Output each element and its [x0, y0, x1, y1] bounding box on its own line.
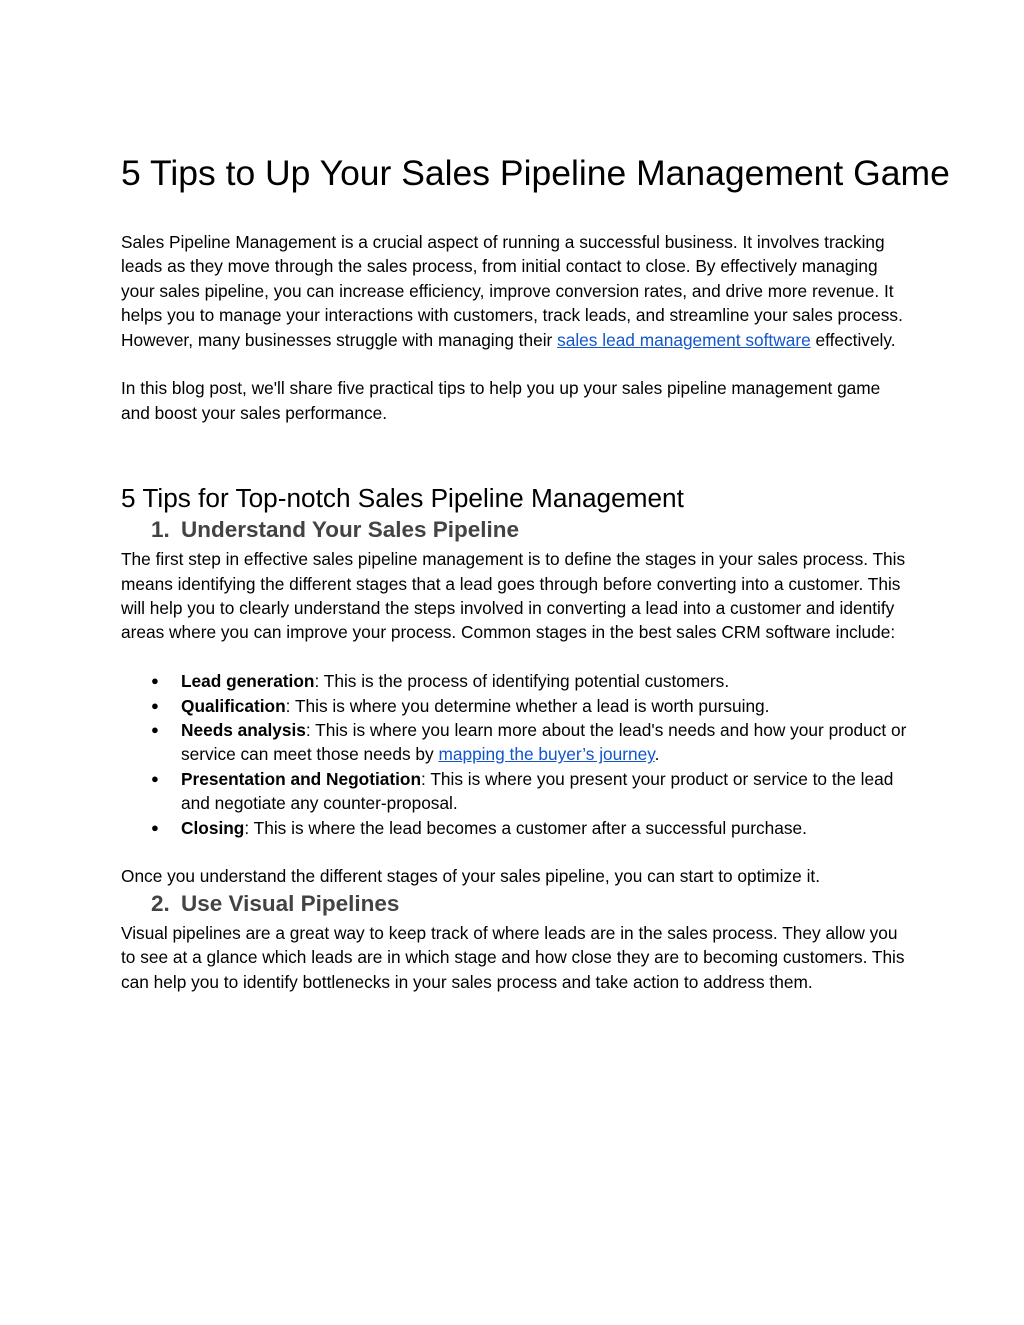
sales-lead-management-software-link[interactable]: sales lead management software: [557, 329, 811, 350]
tip-2-heading: [121, 889, 911, 919]
list-item: [121, 816, 911, 840]
list-item: [121, 767, 911, 816]
list-item: [121, 694, 911, 718]
stage-desc: : This is where the lead becomes a customer after a successful purchase.: [244, 817, 807, 838]
bullet-icon: ●: [151, 697, 159, 713]
stage-term: Closing: [181, 817, 245, 838]
tip-1-heading: [121, 515, 911, 545]
stage-term: Needs analysis: [181, 720, 306, 741]
list-item: [121, 718, 911, 767]
list-item: [121, 669, 911, 693]
stage-term: Presentation and Negotiation: [181, 768, 422, 789]
stage-term: Qualification: [181, 695, 286, 716]
stage-desc: : This is where you present your product or service to the lead and negotiate any counter-proposal.: [181, 768, 894, 814]
blog-intro-paragraph: In this blog post, we'll share five practical tips to help you up your sales pipeline management game and boost your sales performance.: [121, 378, 881, 423]
bullet-icon: ●: [151, 722, 159, 738]
tip-1-body: The first step in effective sales pipeline management is to define the stages in your sales process. This means identifying the different stages that a lead goes through before converting into a customer. This will help you to clearly understand the steps involved in converting a lead into a customer and identify areas where you can improve your process. Common stages in the best sales CRM software include:: [121, 549, 906, 643]
stage-term: Lead generation: [181, 671, 315, 692]
tip-2-number: 2.: [151, 890, 170, 916]
tip-1-closing: Once you understand the different stages of your sales pipeline, you can start to optimize it.: [121, 866, 821, 887]
intro-paragraph: [121, 230, 911, 352]
tip-2-title: Use Visual Pipelines: [181, 890, 400, 916]
stages-list: [121, 669, 911, 840]
bullet-icon: ●: [151, 819, 159, 835]
stage-desc-end: .: [654, 744, 660, 765]
buyers-journey-link[interactable]: mapping the buyer’s journey: [438, 744, 655, 765]
intro-text: Sales Pipeline Management is a crucial aspect of running a successful business. It involves tracking leads as they move through the sales process, from initial contact to close. By effectively managing your sales pipeline, you can increase efficiency, improve conversion rates, and drive more revenue. It helps you to manage your interactions with customers, track leads, and streamline your sales process. However, many businesses struggle with managing their: [121, 232, 903, 350]
tip-2-body: Visual pipelines are a great way to keep track of where leads are in the sales process. They allow you to see at a glance which leads are in which stage and how close they are to becoming customers. This can help you to identify bottlenecks in your sales process and take action to address them.: [121, 922, 905, 992]
bullet-icon: ●: [151, 673, 159, 689]
page-title: 5 Tips to Up Your Sales Pipeline Management Game: [121, 153, 950, 193]
stage-desc: : This is the process of identifying potential customers.: [314, 671, 730, 692]
intro-text-end: effectively.: [810, 329, 896, 350]
tip-1-title: Understand Your Sales Pipeline: [181, 517, 520, 543]
stage-desc: : This is where you determine whether a lead is worth pursuing.: [285, 695, 770, 716]
stage-desc: : This is where you learn more about the lead's needs and how your product or service can meet those needs by: [181, 720, 907, 765]
tip-1-number: 1.: [151, 517, 170, 543]
document-page: [121, 150, 950, 994]
bullet-icon: ●: [151, 770, 159, 786]
section-heading: 5 Tips for Top-notch Sales Pipeline Management: [121, 483, 684, 514]
